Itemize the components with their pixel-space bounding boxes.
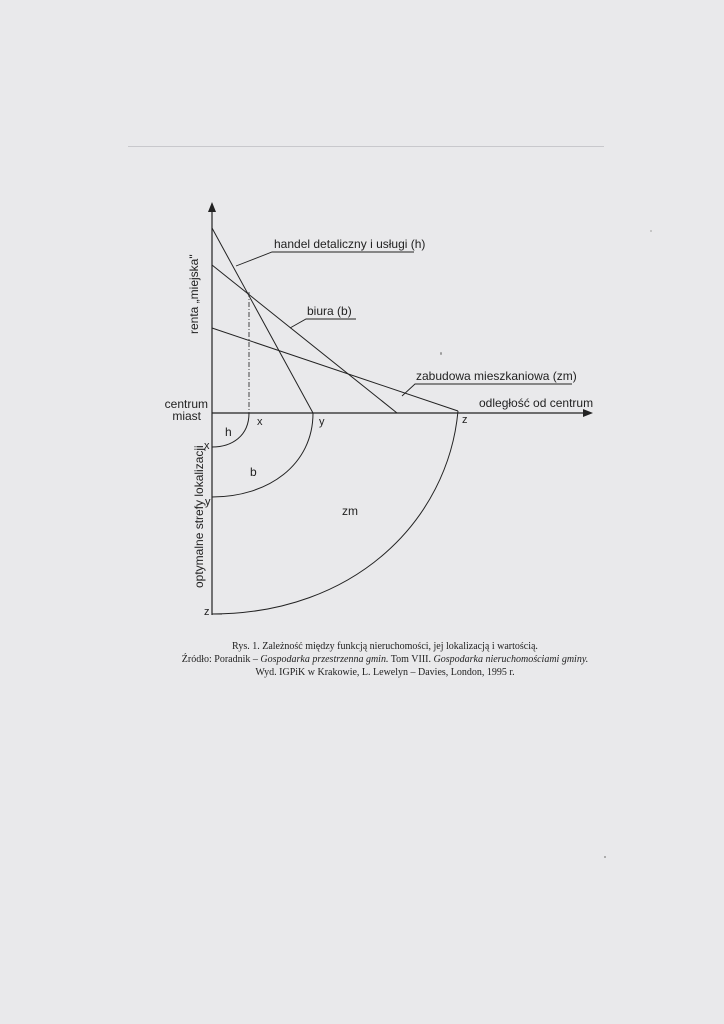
tick-label-x-horizontal: x (257, 416, 263, 428)
rent-axis-arrow (208, 202, 216, 212)
caption-line-1: Rys. 1. Zależność między funkcją nieruchomości, jej lokalizacją i wartością. (232, 641, 538, 652)
tick-label-y-vertical: y (205, 496, 211, 508)
leader-zabudowa (402, 384, 572, 396)
leader-biura (290, 319, 356, 328)
caption-source-volume: Tom VIII. (388, 654, 434, 665)
distance-axis-label: odległość od centrum (479, 396, 594, 410)
leader-handel (236, 252, 414, 266)
scan-speck (440, 352, 442, 355)
caption-source-subtitle: Gospodarka nieruchomościami gminy. (433, 654, 589, 665)
zone-axis-label: optymalne strefy lokalizacji (192, 445, 206, 588)
scan-speck (604, 856, 606, 858)
label-handel: handel detaliczny i usługi (h) (274, 237, 426, 251)
origin-label-line1: centrum (164, 397, 208, 411)
tick-label-z-vertical: z (204, 606, 210, 618)
zone-label-h: h (225, 425, 232, 439)
rent-line-biura (212, 265, 397, 413)
tick-label-x-vertical: x (204, 440, 210, 452)
distance-axis-arrow (583, 409, 593, 417)
zone-label-zm: zm (342, 504, 358, 518)
caption-source-title: Gospodarka przestrzenna gmin. (260, 654, 389, 665)
rent-axis-label: renta „miejska" (187, 254, 201, 334)
origin-label-line2: miast (172, 409, 201, 423)
tick-label-z-horizontal: z (462, 414, 468, 426)
caption-line-2 (150, 653, 620, 666)
label-biura: biura (b) (307, 304, 352, 318)
caption-source-prefix: Źródło: Poradnik – (181, 654, 261, 665)
caption-line-3: Wyd. IGPiK w Krakowie, L. Lewelyn – Davies, London, 1995 r. (255, 667, 515, 678)
zone-label-b: b (250, 465, 257, 479)
label-zabudowa: zabudowa mieszkaniowa (zm) (416, 369, 577, 383)
zone-arc-zm (212, 411, 458, 614)
scan-speck (650, 230, 652, 232)
tick-label-y-horizontal: y (319, 416, 325, 428)
